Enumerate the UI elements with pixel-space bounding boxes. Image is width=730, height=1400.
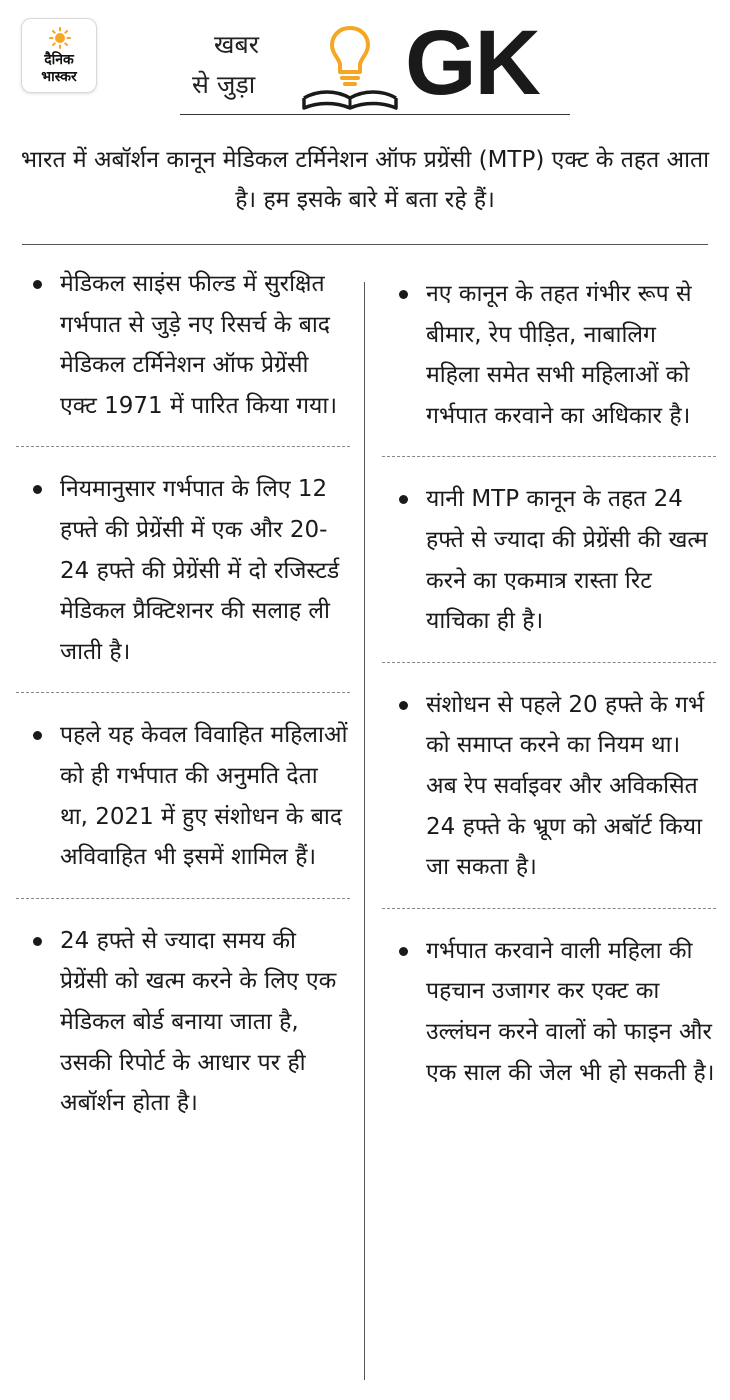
item-separator — [16, 446, 350, 447]
list-item-text: पहले यह केवल विवाहित महिलाओं को ही गर्भपात की अनुमति देता था, 2021 में हुए संशोधन के बाद अविवाहित भी इसमें शामिल हैं। — [60, 722, 348, 871]
lightbulb-book-icon — [300, 22, 400, 114]
right-column — [382, 274, 716, 1093]
list-item-text: नियमानुसार गर्भपात के लिए 12 हफ्ते की प्रेग्रेंसी में एक और 20-24 हफ्ते की प्रेग्रेंसी में दो रजिस्टर्ड मेडिकल प्रैक्टिशनर की सलाह ली जाती है। — [60, 476, 340, 665]
list-item — [382, 931, 716, 1093]
intro-divider — [22, 244, 708, 245]
item-separator — [382, 908, 716, 909]
item-separator — [16, 898, 350, 899]
list-item-text: 24 हफ्ते से ज्यादा समय की प्रेग्रेंसी को खत्म करने के लिए एक मेडिकल बोर्ड बनाया जाता है, उसकी रिपोर्ट के आधार पर ही अबॉर्शन होता है। — [60, 927, 337, 1117]
item-separator — [16, 692, 350, 693]
list-item — [382, 479, 716, 641]
intro-text: भारत में अबॉर्शन कानून मेडिकल टर्मिनेशन ऑफ प्रग्रेंसी (MTP) एक्ट के तहत आता है। हम इसके बारे में बता रहे हैं। — [20, 147, 710, 213]
sun-icon — [49, 27, 71, 49]
left-column — [16, 264, 350, 1124]
header-divider — [180, 114, 570, 115]
list-item-text: मेडिकल साइंस फील्ड में सुरक्षित गर्भपात से जुड़े नए रिसर्च के बाद मेडिकल टर्मिनेशन ऑफ प्रेग्रेंसी एक्ट 1971 में पारित किया गया। — [60, 271, 338, 419]
list-item — [382, 685, 716, 888]
tagline-line2: से जुड़ा — [192, 70, 256, 99]
tagline-line1: खबर — [214, 30, 259, 59]
column-divider — [364, 282, 365, 1380]
list-item-text: नए कानून के तहत गंभीर रूप से बीमार, रेप पीड़ित, नाबालिग महिला समेत सभी महिलाओं को गर्भपात करवाने का अधिकार है। — [426, 281, 692, 429]
list-item-text: संशोधन से पहले 20 हफ्ते के गर्भ को समाप्त करने का नियम था। अब रेप सर्वाइवर और अविकसित 24 हफ्ते के भ्रूण को अबॉर्ट किया जा सकता है। — [426, 691, 705, 881]
logo-text-line2: भास्कर — [41, 69, 77, 85]
list-item — [16, 264, 350, 426]
list-item — [16, 469, 350, 672]
list-item — [16, 715, 350, 877]
list-item — [16, 921, 350, 1124]
gk-title: GK — [405, 12, 539, 114]
item-separator — [382, 662, 716, 663]
list-item-text: गर्भपात करवाने वाली महिला की पहचान उजागर कर एक्ट का उल्लंघन करने वालों को फाइन और एक साल की जेल भी हो सकती है। — [426, 937, 715, 1086]
dainik-bhaskar-logo — [21, 18, 97, 93]
list-item — [382, 274, 716, 436]
item-separator — [382, 456, 716, 457]
list-item-text: यानी MTP कानून के तहत 24 हफ्ते से ज्यादा की प्रेग्रेंसी की खत्म करने का एकमात्र रास्ता रिट याचिका ही है। — [426, 486, 708, 635]
logo-text-line1: दैनिक — [44, 52, 74, 68]
